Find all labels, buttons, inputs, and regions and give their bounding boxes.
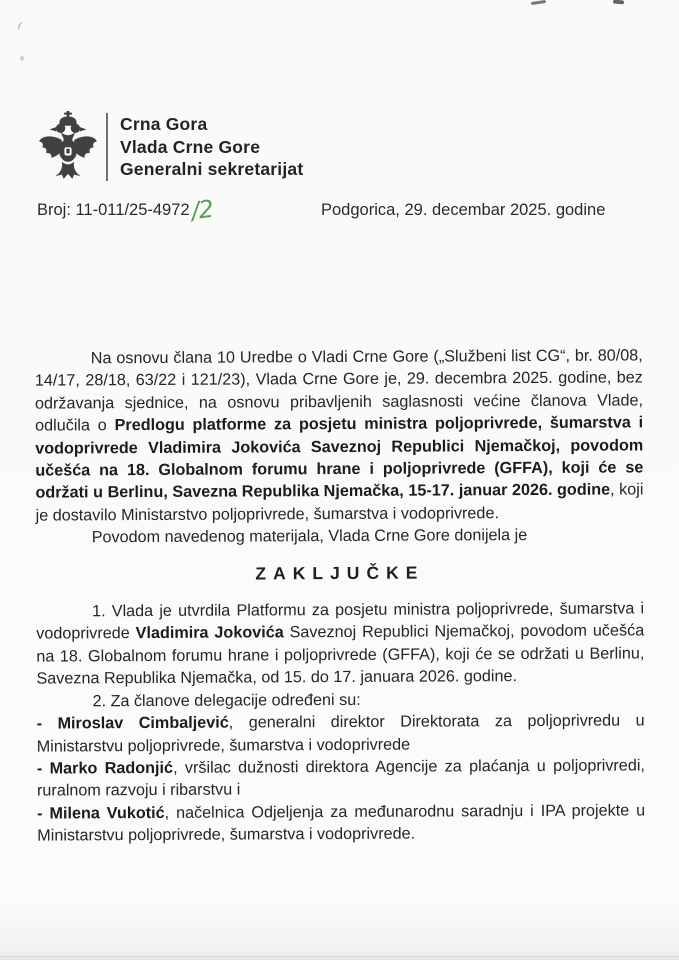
delegate-name: - Miroslav Cimbaljević (36, 713, 229, 733)
delegate-name: - Marko Radonjić (36, 758, 174, 778)
preamble-paragraph (35, 344, 644, 526)
doc-number (37, 194, 214, 226)
handwritten-copy-number: /2 (189, 194, 214, 226)
scan-artifact (613, 0, 624, 4)
org-secretariat: Generalni sekretarijat (120, 159, 304, 179)
conclusions-heading: ZAKLJUČKE (255, 562, 425, 584)
delegate-role: , generalni direktor Direktorata za poljoprivredu u Ministarstvu poljoprivrede, šumarstva i vodoprivrede (36, 711, 645, 756)
delegate-item (37, 799, 645, 847)
place-date: Podgorica, 29. decembar 2025. godine (321, 201, 606, 219)
scan-artifact (531, 0, 546, 5)
preamble-text: Na osnovu člana 10 Uredbe o Vladi Crne Gore („Službeni list CG“, br. 80/08, 14/17, 28/18, 63/22 i 121/23), Vlada Crne Gore je, 29. decembra 2025. godine, bez održavanja sjednice, na osnovu pribavljenih saglasnosti većine članova Vlade, odlučila o (34, 346, 644, 435)
document-body (35, 344, 646, 847)
preamble-text-end: , koji je dostavilo Ministarstvo poljoprivrede, šumarstva i vodoprivrede. (35, 480, 644, 525)
doc-number-text: Broj: 11-011/25-4972 (37, 201, 190, 219)
conclusion-item-1 (36, 597, 644, 690)
delegate-item (37, 754, 645, 802)
org-block (120, 110, 303, 181)
org-country: Crna Gora (120, 114, 208, 134)
letterhead (37, 110, 303, 185)
delegate-role: , vršilac dužnosti direktora Agencije za plaćanja u poljoprivredi, ruralnom razvoju i ribarstvu i (36, 756, 645, 800)
scan-artifact (16, 21, 26, 32)
delegate-item (37, 710, 645, 758)
delegate-name: - Milena Vukotić (37, 803, 165, 823)
letterhead-divider (106, 113, 108, 181)
scan-artifact (0, 956, 679, 957)
conclusion-item-2: 2. Za članove delegacije određeni su: (92, 690, 361, 710)
intro-line: Povodom navedenog materijala, Vlada Crne Gore donijela je (91, 526, 528, 547)
coat-of-arms-icon (37, 111, 99, 185)
org-government: Vlada Crne Gore (120, 136, 261, 157)
delegate-role: , načelnica Odjeljenja za međunarodnu saradnju i IPA projekte u Ministarstvu poljoprivrede, šumarstva i vodoprivrede. (37, 801, 646, 845)
item1-text-end: Saveznoj Republici Njemačkoj, povodom učešća na 18. Globalnom forumu hrane i poljoprivrede (GFFA), koji će se održati u Berlinu, Savezna Republika Njemačka, od 15. do 17. januara 2026. godine. (36, 621, 645, 688)
preamble-bold-text: Predlogu platforme za posjetu ministra poljoprivrede, šumarstva i vodoprivrede Vladimira Jokovića Saveznoj Republici Njemačkoj, povodom učešća na 18. Globalnom forumu hrane i poljoprivrede (GFFA), koji će se održati u Berlinu, Savezna Republika Njemačka, 15-17. januar 2026. godine (35, 413, 644, 503)
item1-text: 1. Vlada je utvrdila Platformu za posjetu ministra poljoprivrede, šumarstva i vodoprivrede (36, 599, 645, 644)
scan-artifact (20, 56, 24, 61)
item1-bold-name: Vladimira Jokovića (135, 623, 284, 643)
